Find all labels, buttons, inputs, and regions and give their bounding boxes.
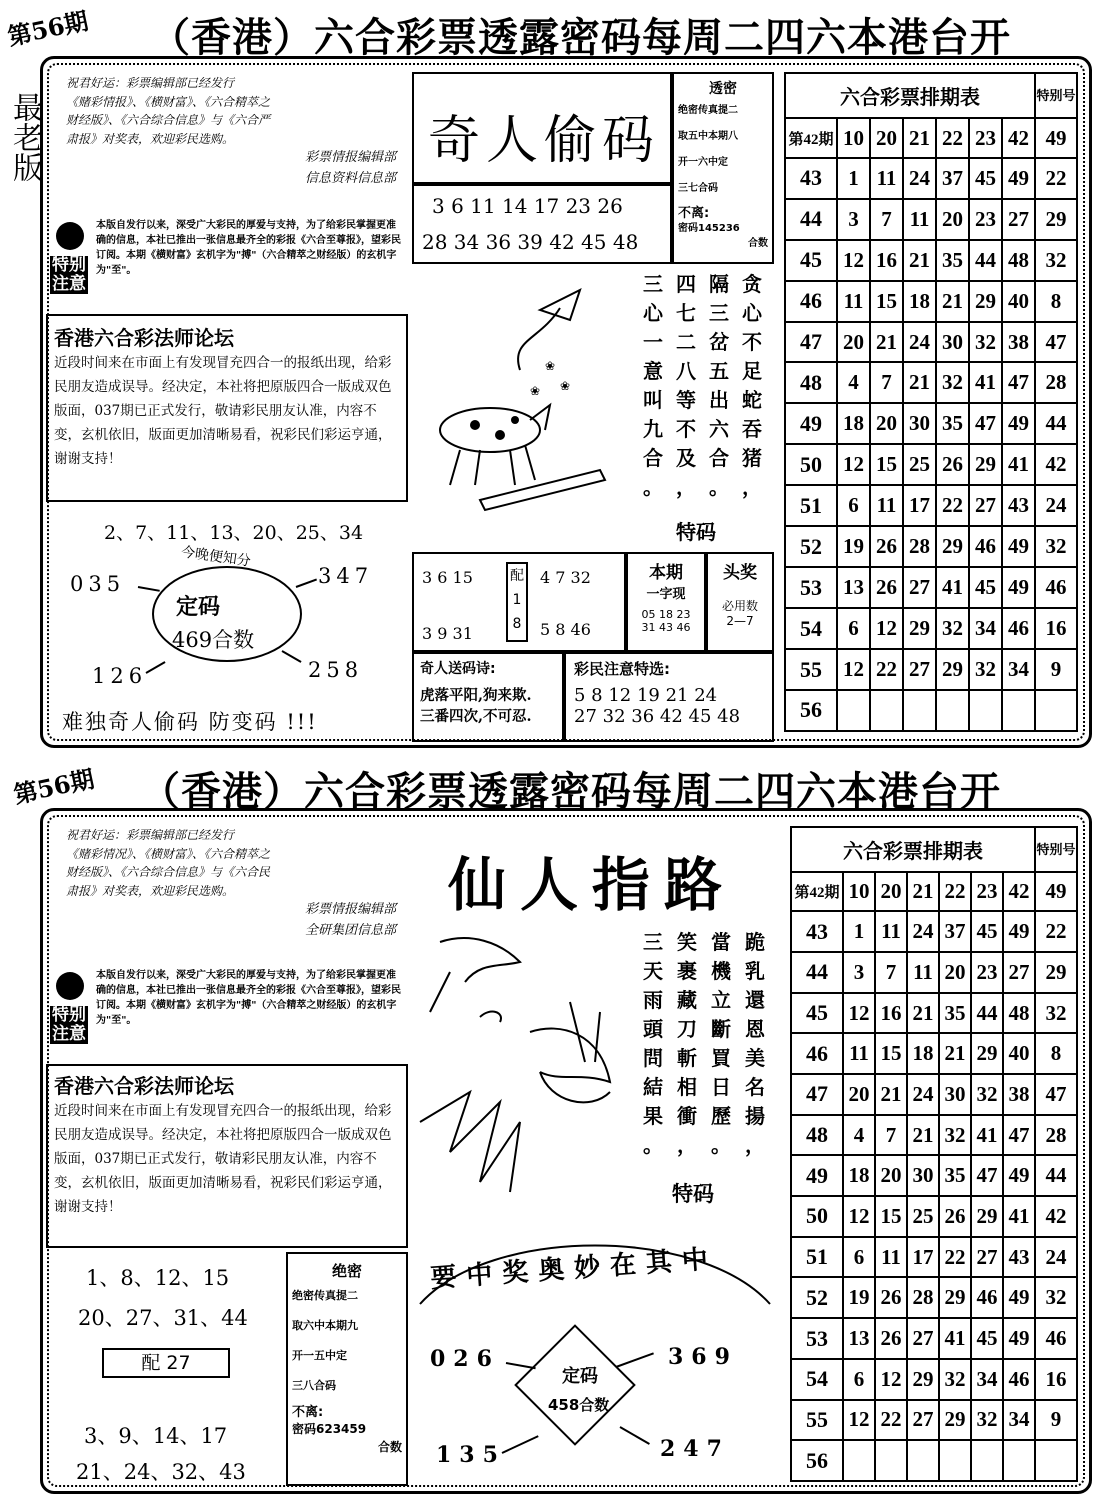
secret-line: 开一六中定 xyxy=(678,157,728,168)
numbers-line: 20、27、31、44 xyxy=(78,1306,248,1330)
schedule-title: 六合彩票排期表 xyxy=(791,827,1035,872)
secret-line: 绝密传真提二 xyxy=(678,105,738,116)
bomb-icon xyxy=(56,972,84,1000)
diagram-top-numbers: 2、7、11、13、20、25、34 xyxy=(104,522,364,544)
diagram-center-value: 469合数 xyxy=(172,628,255,652)
issue-number: 第56期 xyxy=(11,763,97,810)
schedule-row: 48 4 7 21 32 41 47 28 xyxy=(785,362,1077,403)
schedule-row: 46 11 15 18 21 29 40 8 xyxy=(791,1033,1077,1074)
poem-column: 贪 心 不 足 蛇 吞 猪 ， xyxy=(742,272,762,499)
greeting-signature: 彩票情报编辑部 xyxy=(304,150,396,166)
pair-d: 5 8 46 xyxy=(540,620,591,639)
schedule-row: 53 13 26 27 41 45 49 46 xyxy=(785,567,1077,608)
illustration-dog-bird xyxy=(420,270,630,540)
schedule-row: 50 12 15 25 26 29 41 42 xyxy=(785,444,1077,485)
secret-line: 取六中本期九 xyxy=(292,1319,358,1332)
secret-line: 绝密传真提二 xyxy=(292,1289,358,1302)
schedule-row: 44 3 7 11 20 23 27 29 xyxy=(785,199,1077,240)
poem-box-line: 三番四次,不可忍. xyxy=(420,708,532,725)
notice-block xyxy=(50,216,405,308)
greeting-line: 《赌彩情况》、《横财富》、《六合精萃之 xyxy=(66,846,271,861)
pair-a: 3 6 15 xyxy=(422,568,473,587)
schedule-row: 46 11 15 18 21 29 40 8 xyxy=(785,281,1077,322)
benqi-sub: 一字现 xyxy=(646,587,686,602)
numbers-block xyxy=(46,1252,286,1488)
notice-text: 本版自发行以来，深受广大彩民的厚爱与支持，为了给彩民掌握更准确的信息，本社已推出一张信息最齐全的彩报《六合至尊报》，望彩民订阅。本期《横财富》玄机字为"搏"（六合精萃之财经版）的玄机字为"至"。 xyxy=(96,220,401,276)
poem-bottom xyxy=(640,928,780,1160)
greeting-line: 《赌彩情报》、《横财富》、《六合精萃之 xyxy=(66,94,271,109)
dog-bird-icon xyxy=(420,270,630,540)
diagram-bottom-right: 258 xyxy=(308,658,364,682)
schedule-row: 51 6 11 17 22 27 43 24 xyxy=(791,1237,1077,1278)
schedule-special-header: 特别号 xyxy=(1035,73,1077,118)
secret-line: 三八合码 xyxy=(292,1379,336,1392)
poem-box xyxy=(412,652,564,742)
secret-line: 开一五中定 xyxy=(292,1349,347,1362)
schedule-row: 55 12 22 27 29 32 34 9 xyxy=(785,649,1077,690)
benqi-row: 05 18 23 xyxy=(641,608,691,621)
poem-column: 三 心 一 意 叫 九 合 。 xyxy=(643,272,663,499)
headline: （香港）六合彩票透露密码每周二四六本港台开 xyxy=(150,14,1011,61)
numbers-line: 3、9、14、17 xyxy=(84,1424,228,1448)
arrow-line xyxy=(296,579,317,588)
diagram-bottom-left: 126 xyxy=(92,664,148,688)
diagram-right-top: 369 xyxy=(668,1344,738,1370)
picks-box xyxy=(564,652,774,742)
pair-tag: 配 27 xyxy=(102,1348,230,1378)
secret-line: 取五中本期八 xyxy=(678,131,738,142)
greeting-line: 肃报》对奖表，欢迎彩民选购。 xyxy=(66,883,235,898)
schedule-row: 55 12 22 27 29 32 34 9 xyxy=(791,1400,1077,1441)
forum-text: 近段时间来在市面上有发现冒充四合一的报纸出现，给彩民朋友造成误导。经决定，本社将把原版四合一版成双色版面，037期已正式发行，敬请彩民朋友认准，内容不变，玄机依旧，版面更加清晰易看，祝彩民们彩运亨通，谢谢支持！ xyxy=(54,355,392,467)
benqi-title: 本期 xyxy=(649,563,683,583)
illustration-cranes xyxy=(410,922,635,1212)
arrow-line xyxy=(620,1426,650,1445)
greeting-signature: 全研集团信息部 xyxy=(304,922,396,938)
schedule-row: 54 6 12 29 32 34 46 16 xyxy=(791,1359,1077,1400)
pair-tag-text: 1 xyxy=(512,592,522,608)
picks-title: 彩民注意特选: xyxy=(574,660,670,678)
diagram-left-number: 035 xyxy=(70,572,126,596)
forum-title: 香港六合彩法师论坛 xyxy=(54,1074,234,1098)
poem-box-title: 奇人送码诗: xyxy=(420,661,496,677)
poem-column: 當 機 立 斷 買 日 歷 。 xyxy=(711,930,731,1157)
poem-column: 跪 乳 還 恩 美 名 揚 ， xyxy=(745,930,765,1157)
schedule-row: 43 1 11 24 37 45 49 22 xyxy=(791,911,1077,952)
arrow-line xyxy=(138,586,160,592)
diagram-right-bottom: 247 xyxy=(660,1436,730,1462)
picks-row: 5 8 12 19 21 24 xyxy=(574,685,718,706)
side-label: 最老版 xyxy=(7,92,42,182)
schedule-row: 第42期 10 20 21 22 23 42 49 xyxy=(791,872,1077,911)
diagram-arc-text: 今晚便知分 xyxy=(180,544,252,570)
secret-header: 透密 xyxy=(709,81,737,97)
greeting xyxy=(66,826,396,941)
arrow-line xyxy=(146,661,166,674)
notice-text: 本版自发行以来，深受广大彩民的厚爱与支持，为了给彩民掌握更准确的信息，本社已推出一张信息最齐全的彩报《六合至尊报》，望彩民订阅。本期《横财富》玄机字为"搏"（六合精萃之财经版）的玄机字为"至"。 xyxy=(96,970,401,1026)
greeting-signature: 信息资料信息部 xyxy=(304,170,396,186)
schedule-row: 53 13 26 27 41 45 49 46 xyxy=(791,1318,1077,1359)
notice-badge: 特别注意 xyxy=(52,255,86,294)
poem-box-line: 虎落平阳,狗来欺. xyxy=(420,687,532,704)
poem-column: 四 七 二 八 等 不 及 ， xyxy=(676,272,696,499)
schedule-row: 49 18 20 30 35 47 49 44 xyxy=(785,403,1077,444)
forum-box xyxy=(46,314,408,502)
numbers-line: 1、8、12、15 xyxy=(86,1266,230,1290)
schedule-row: 50 12 15 25 26 29 41 42 xyxy=(791,1196,1077,1237)
poem-label: 特码 xyxy=(676,520,716,544)
slogan: 难独奇人偷码 防变码 !!! xyxy=(62,710,318,734)
schedule-row: 56 xyxy=(791,1440,1077,1481)
forum-text: 近段时间来在市面上有发现冒充四合一的报纸出现，给彩民朋友造成误导。经决定，本社将把原版四合一版成双色版面，037期已正式发行，敬请彩民朋友认准，内容不变，玄机依旧，版面更加清晰易看，祝彩民们彩运亨通，谢谢支持！ xyxy=(54,1103,392,1215)
title-box xyxy=(412,72,672,184)
diagram-left-top: 026 xyxy=(430,1346,500,1372)
secret-suffix: 合数 xyxy=(748,238,768,249)
poem-label: 特码 xyxy=(672,1181,714,1206)
secret-box xyxy=(672,72,774,264)
diagram-right-number: 347 xyxy=(318,564,374,588)
schedule-row: 45 12 16 21 35 44 48 32 xyxy=(785,240,1077,281)
arrow-line xyxy=(282,650,302,663)
benqi-row: 31 43 46 xyxy=(641,621,691,634)
number-diagram xyxy=(46,506,408,694)
schedule-row: 52 19 26 28 29 46 49 32 xyxy=(791,1277,1077,1318)
schedule-row: 48 4 7 21 32 41 47 28 xyxy=(791,1115,1077,1156)
schedule-row: 51 6 11 17 22 27 43 24 xyxy=(785,485,1077,526)
diagram-center-value: 458合数 xyxy=(548,1396,610,1414)
crane-icon xyxy=(410,922,635,1212)
schedule-row: 56 xyxy=(785,690,1077,731)
picks-row: 27 32 36 42 45 48 xyxy=(574,706,741,727)
secret-no-leave: 不离: xyxy=(292,1405,324,1420)
greeting-line: 祝君好运：彩票编辑部已经发行 xyxy=(66,828,235,842)
toujiang-title: 头奖 xyxy=(723,563,757,583)
numbers-line: 21、24、32、43 xyxy=(76,1460,246,1484)
schedule-row: 43 1 11 24 37 45 49 22 xyxy=(785,158,1077,199)
poem-column: 隔 三 岔 五 出 六 合 。 xyxy=(709,272,729,499)
headline: （香港）六合彩票透露密码每周二四六本港台开 xyxy=(140,768,1001,815)
diamond-diagram xyxy=(410,1216,780,1488)
title-text: 仙人指路 xyxy=(448,851,737,919)
svg-text:❀: ❀ xyxy=(560,379,571,393)
secret-box xyxy=(286,1252,408,1486)
secret-no-leave: 不离: xyxy=(678,206,710,221)
diagram-left-bottom: 135 xyxy=(436,1442,506,1468)
forum-box xyxy=(46,1064,408,1248)
schedule-row: 47 20 21 24 30 32 38 47 xyxy=(791,1074,1077,1115)
pair-b: 3 9 31 xyxy=(422,624,473,643)
secret-header: 绝密 xyxy=(331,1262,362,1280)
schedule-special-header: 特别号 xyxy=(1035,827,1077,872)
greeting-line: 财经版》、《六合综合信息》与《六合严 xyxy=(66,113,271,128)
schedule-row: 45 12 16 21 35 44 48 32 xyxy=(791,993,1077,1034)
toujiang-line: 必用数 xyxy=(721,599,758,613)
benqi-box xyxy=(626,552,706,652)
toujiang-line: 2—7 xyxy=(726,614,754,628)
poem-top xyxy=(640,270,776,502)
diagram-center-title: 定码 xyxy=(176,594,221,620)
greeting-signature: 彩票情报编辑部 xyxy=(304,902,396,918)
arrow-line xyxy=(616,1352,654,1368)
secret-code: 密码623459 xyxy=(292,1422,367,1436)
greeting xyxy=(66,74,396,189)
arrow-line xyxy=(506,1362,536,1369)
poem-column: 笑 裹 藏 刀 斬 相 衝 ， xyxy=(677,930,697,1157)
numbers-row: 3 6 11 14 17 23 26 xyxy=(432,194,623,218)
pair-tag xyxy=(506,562,528,642)
schedule-row: 49 18 20 30 35 47 49 44 xyxy=(791,1155,1077,1196)
title-text: 奇人偷码 xyxy=(428,111,661,171)
svg-text:❀: ❀ xyxy=(530,384,541,398)
pair-c: 4 7 32 xyxy=(540,568,591,587)
diagram-center-title: 定码 xyxy=(562,1366,598,1387)
notice-block xyxy=(50,966,405,1058)
pair-tag-text: 配 xyxy=(510,568,524,584)
issue-number: 第56期 xyxy=(5,5,91,52)
toujiang-box xyxy=(706,552,774,652)
greeting-line: 财经版》、《六合综合信息》与《六合民 xyxy=(66,865,271,880)
schedule-table-bottom xyxy=(790,826,1078,1482)
greeting-line: 祝君好运：彩票编辑部已经发行 xyxy=(66,76,235,90)
numbers-row: 28 34 36 39 42 45 48 xyxy=(422,230,639,254)
pair-box xyxy=(412,552,626,652)
secret-code: 密码145236 xyxy=(678,223,740,234)
forum-title: 香港六合彩法师论坛 xyxy=(54,326,234,350)
schedule-row: 44 3 7 11 20 23 27 29 xyxy=(791,952,1077,993)
notice-badge: 特别注意 xyxy=(52,1005,86,1044)
schedule-title: 六合彩票排期表 xyxy=(785,73,1035,118)
schedule-row: 54 6 12 29 32 34 46 16 xyxy=(785,608,1077,649)
bomb-icon xyxy=(56,222,84,250)
arc-text: 要中奖奥妙在其中 xyxy=(429,1243,719,1295)
secret-line: 三七合码 xyxy=(678,183,718,194)
schedule-row: 47 20 21 24 30 32 38 47 xyxy=(785,322,1077,363)
title-numbers xyxy=(412,184,672,264)
pair-tag-text: 8 xyxy=(512,616,522,632)
schedule-table-top xyxy=(784,72,1078,732)
secret-suffix: 合数 xyxy=(377,1440,402,1454)
arrow-line xyxy=(502,1435,539,1454)
schedule-row: 第42期 10 20 21 22 23 42 49 xyxy=(785,118,1077,157)
schedule-row: 52 19 26 28 29 46 49 32 xyxy=(785,526,1077,567)
greeting-line: 肃报》对奖表，欢迎彩民选购。 xyxy=(66,131,235,146)
svg-text:❀: ❀ xyxy=(545,359,556,373)
poem-column: 三 天 雨 頭 問 結 果 。 xyxy=(643,930,663,1157)
